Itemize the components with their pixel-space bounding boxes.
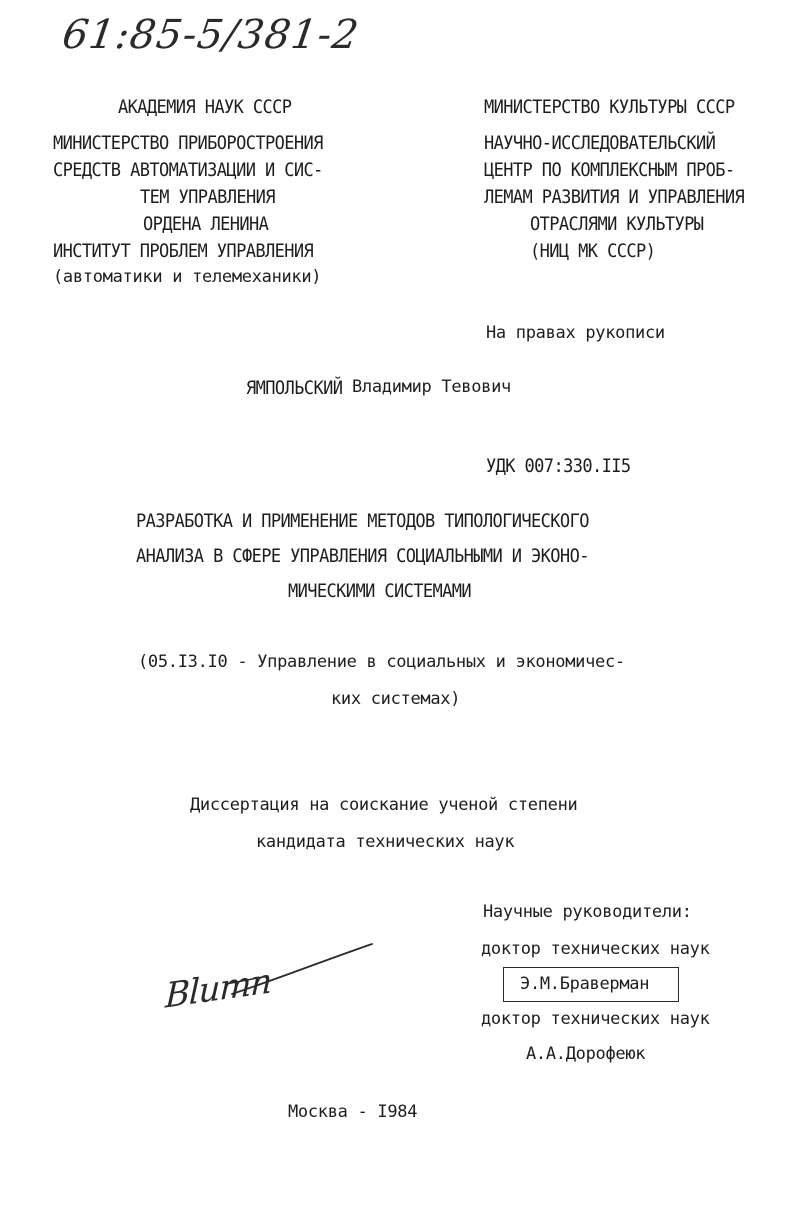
signature-handwritten: Вlumn [164, 961, 272, 1017]
left-header-line-3: СРЕДСТВ АВТОМАТИЗАЦИИ И СИС- [53, 159, 323, 182]
right-header-line-2: НАУЧНО-ИССЛЕДОВАТЕЛЬСКИЙ [484, 132, 716, 155]
title-line-2: АНАЛИЗА В СФЕРЕ УПРАВЛЕНИЯ СОЦИАЛЬНЫМИ И ЭКОНО- [136, 545, 589, 568]
degree-line-2: кандидата технических наук [256, 832, 515, 852]
specialty-line-2: ких системах) [331, 689, 461, 709]
right-header-line-6: (НИЦ МК СССР) [530, 240, 656, 263]
left-header-line-4: ТЕМ УПРАВЛЕНИЯ [140, 186, 275, 209]
city-year: Москва - I984 [288, 1102, 418, 1122]
udc-code: УДК 007:330.II5 [486, 455, 631, 478]
author-surname: ЯМПОЛЬСКИЙ [246, 377, 343, 400]
manuscript-note: На правах рукописи [486, 323, 665, 343]
archive-code-handwritten: 61:85-5/381-2 [59, 12, 363, 58]
supervisors-heading: Научные руководители: [483, 902, 692, 922]
left-header-line-2: МИНИСТЕРСТВО ПРИБОРОСТРОЕНИЯ [53, 132, 323, 155]
right-header-line-5: ОТРАСЛЯМИ КУЛЬТУРЫ [530, 213, 704, 236]
supervisor-1-name: Э.М.Браверман [520, 974, 650, 994]
title-line-1: РАЗРАБОТКА И ПРИМЕНЕНИЕ МЕТОДОВ ТИПОЛОГИЧЕСКОГО [136, 510, 589, 533]
left-header-line-6: ИНСТИТУТ ПРОБЛЕМ УПРАВЛЕНИЯ [53, 240, 314, 263]
author-given-name: Владимир Тевович [352, 377, 511, 397]
left-header-line-7: (автоматики и телемеханики) [53, 267, 322, 287]
degree-line-1: Диссертация на соискание ученой степени [190, 795, 578, 815]
right-header-line-3: ЦЕНТР ПО КОМПЛЕКСНЫМ ПРОБ- [484, 159, 735, 182]
supervisor-2-title: доктор технических наук [481, 1009, 710, 1029]
title-line-3: МИЧЕСКИМИ СИСТЕМАМИ [288, 580, 472, 603]
supervisor-1-title: доктор технических наук [481, 939, 710, 959]
right-header-line-4: ЛЕМАМ РАЗВИТИЯ И УПРАВЛЕНИЯ [484, 186, 745, 209]
specialty-line-1: (05.I3.I0 - Управление в социальных и экономичес- [138, 652, 625, 672]
supervisor-2-name: А.А.Дорофеюк [526, 1044, 646, 1064]
left-header-line-1: АКАДЕМИЯ НАУК СССР [118, 96, 292, 119]
left-header-line-5: ОРДЕНА ЛЕНИНА [143, 213, 269, 236]
right-header-line-1: МИНИСТЕРСТВО КУЛЬТУРЫ СССР [484, 96, 735, 119]
